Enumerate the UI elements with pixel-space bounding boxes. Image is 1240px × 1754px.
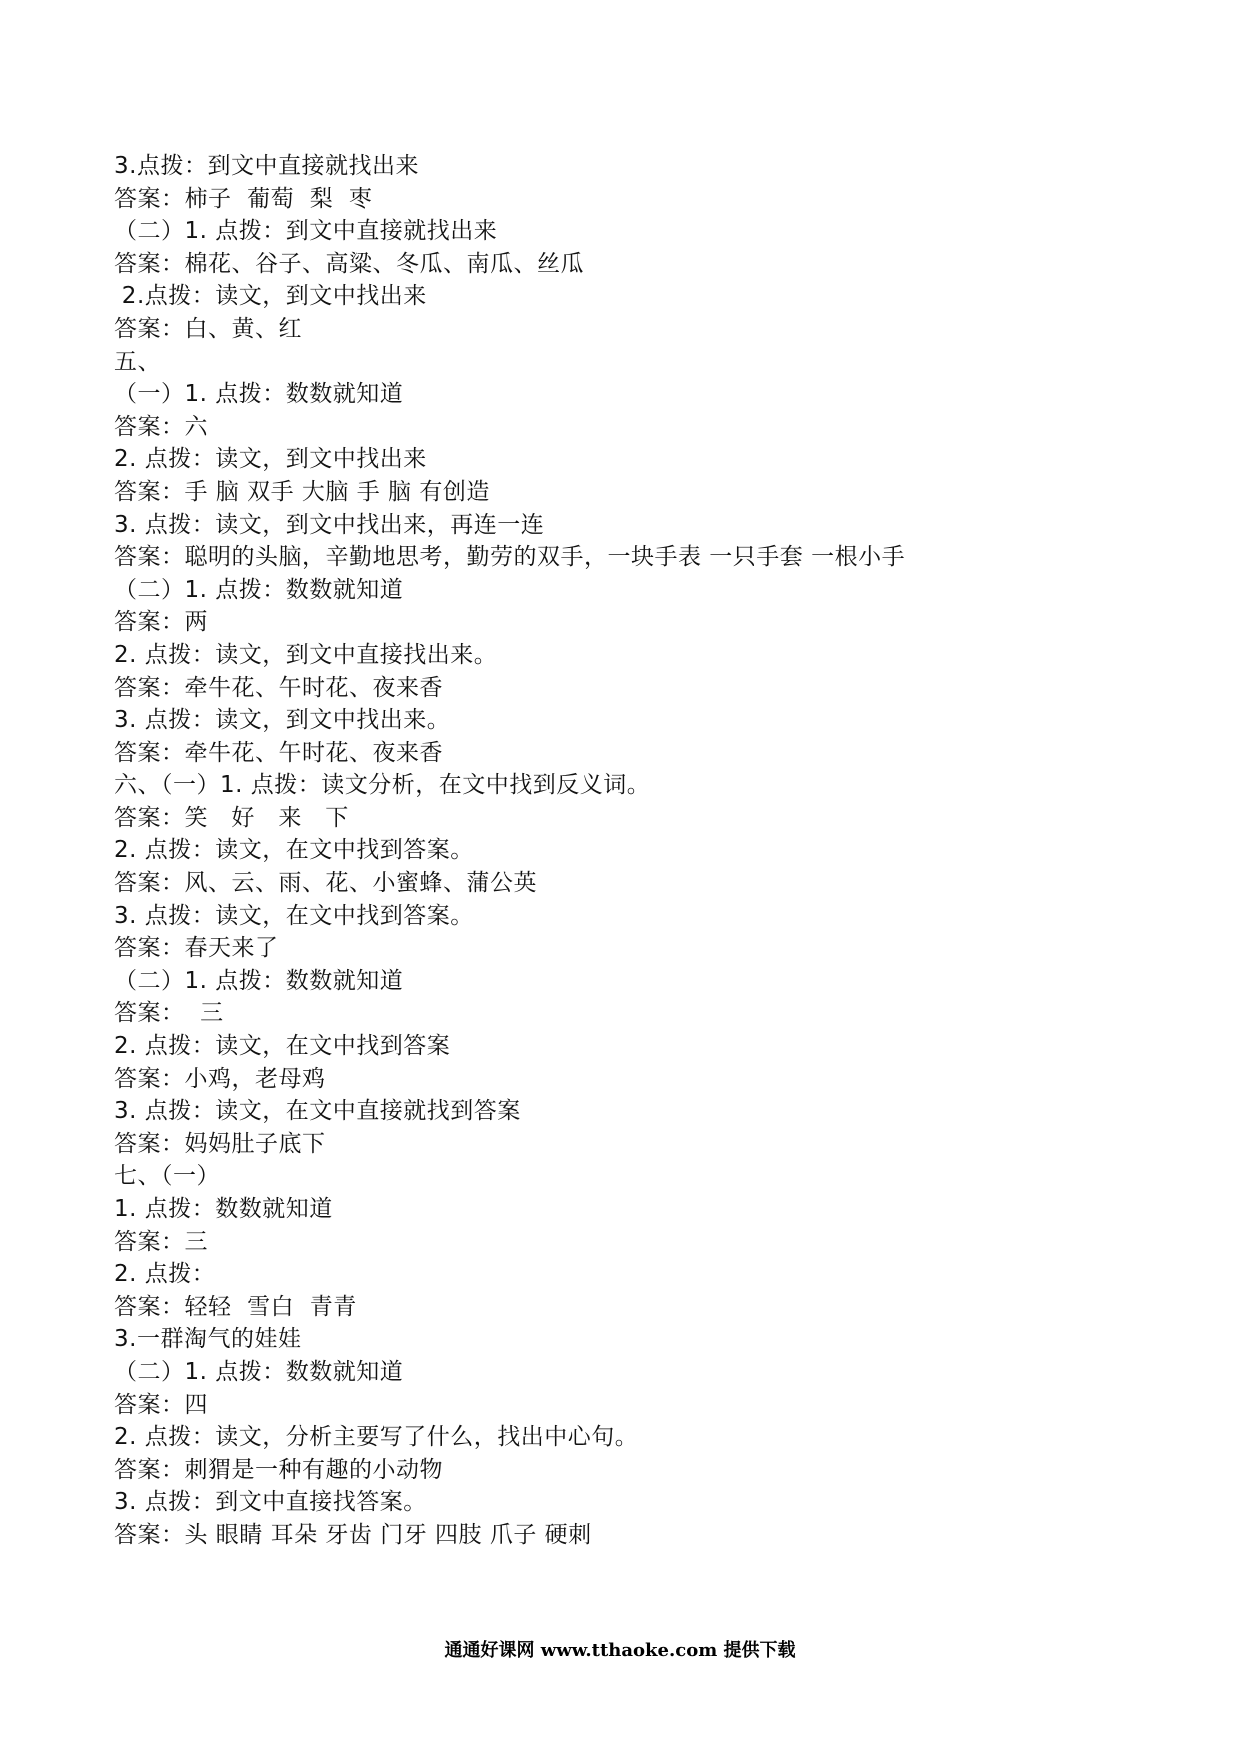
text-line: 3.点拨：到文中直接就找出来 [114,153,419,179]
text-line: 答案：三 [114,1228,208,1255]
text-line: 答案：风、云、雨、花、小蜜蜂、蒲公英 [114,870,537,897]
text-line: 3.一群淘气的娃娃 [114,1326,302,1353]
text-line: 答案：六 [114,413,208,440]
text-line: （二）1. 点拨：数数就知道 [114,576,404,603]
text-line: 五、 [114,348,161,375]
text-line: 答案：笑 好 来 下 [114,804,349,831]
text-line: 3. 点拨：读文，到文中找出来。 [114,707,451,734]
text-line: 3. 点拨：读文，在文中找到答案。 [114,902,474,929]
text-line: 答案：刺猬是一种有趣的小动物 [114,1456,443,1483]
text-line: 2. 点拨： [114,1261,216,1288]
answer-key-body [114,150,1154,1552]
text-line: 2. 点拨：读文，在文中找到答案 [114,1033,451,1060]
text-line: 答案：四 [114,1391,208,1418]
text-line: 答案：两 [114,609,208,636]
text-line: 答案：白、黄、红 [114,315,302,342]
text-line: 答案：春天来了 [114,935,279,962]
text-line: 答案：轻轻 雪白 青青 [114,1293,357,1320]
text-line: 答案： 三 [114,1000,224,1027]
text-line: 答案：手 脑 双手 大脑 手 脑 有创造 [114,478,490,505]
text-line: 3. 点拨：到文中直接找答案。 [114,1489,427,1516]
text-line: 2. 点拨：读文，到文中找出来 [114,446,427,473]
text-line: （二）1. 点拨：数数就知道 [114,1358,404,1385]
text-line: 答案：牵牛花、午时花、夜来香 [114,674,443,701]
text-line: 3. 点拨：读文，到文中找出来，再连一连 [114,511,545,538]
text-line: 答案：妈妈肚子底下 [114,1130,326,1157]
text-line: 答案：小鸡，老母鸡 [114,1065,326,1092]
text-line: 2. 点拨：读文，在文中找到答案。 [114,837,474,864]
text-line: 2. 点拨：读文，分析主要写了什么，找出中心句。 [114,1424,639,1451]
page-footer: 通通好课网 www.tthaoke.com 提供下载 [444,1640,796,1661]
text-line: 答案：牵牛花、午时花、夜来香 [114,739,443,766]
text-line: 1. 点拨：数数就知道 [114,1196,333,1222]
text-line: 答案：柿子 葡萄 梨 枣 [114,185,373,212]
text-line: （二）1. 点拨：数数就知道 [114,967,404,994]
text-line: 答案：棉花、谷子、高粱、冬瓜、南瓜、丝瓜 [114,250,584,277]
text-line: （二）1. 点拨：到文中直接就找出来 [114,218,498,245]
text-line: 答案：聪明的头脑，辛勤地思考，勤劳的双手，一块手表 一只手套 一根小手 [114,544,906,571]
text-line: 2.点拨：读文，到文中找出来 [114,283,427,310]
text-line: 六、（一）1. 点拨：读文分析，在文中找到反义词。 [114,772,651,799]
text-line: 2. 点拨：读文，到文中直接找出来。 [114,641,498,668]
text-line: 答案：头 眼睛 耳朵 牙齿 门牙 四肢 爪子 硬刺 [114,1521,592,1548]
text-line: 3. 点拨：读文，在文中直接就找到答案 [114,1098,521,1125]
text-line: （一）1. 点拨：数数就知道 [114,381,404,408]
text-line: 七、（一） [114,1163,220,1190]
